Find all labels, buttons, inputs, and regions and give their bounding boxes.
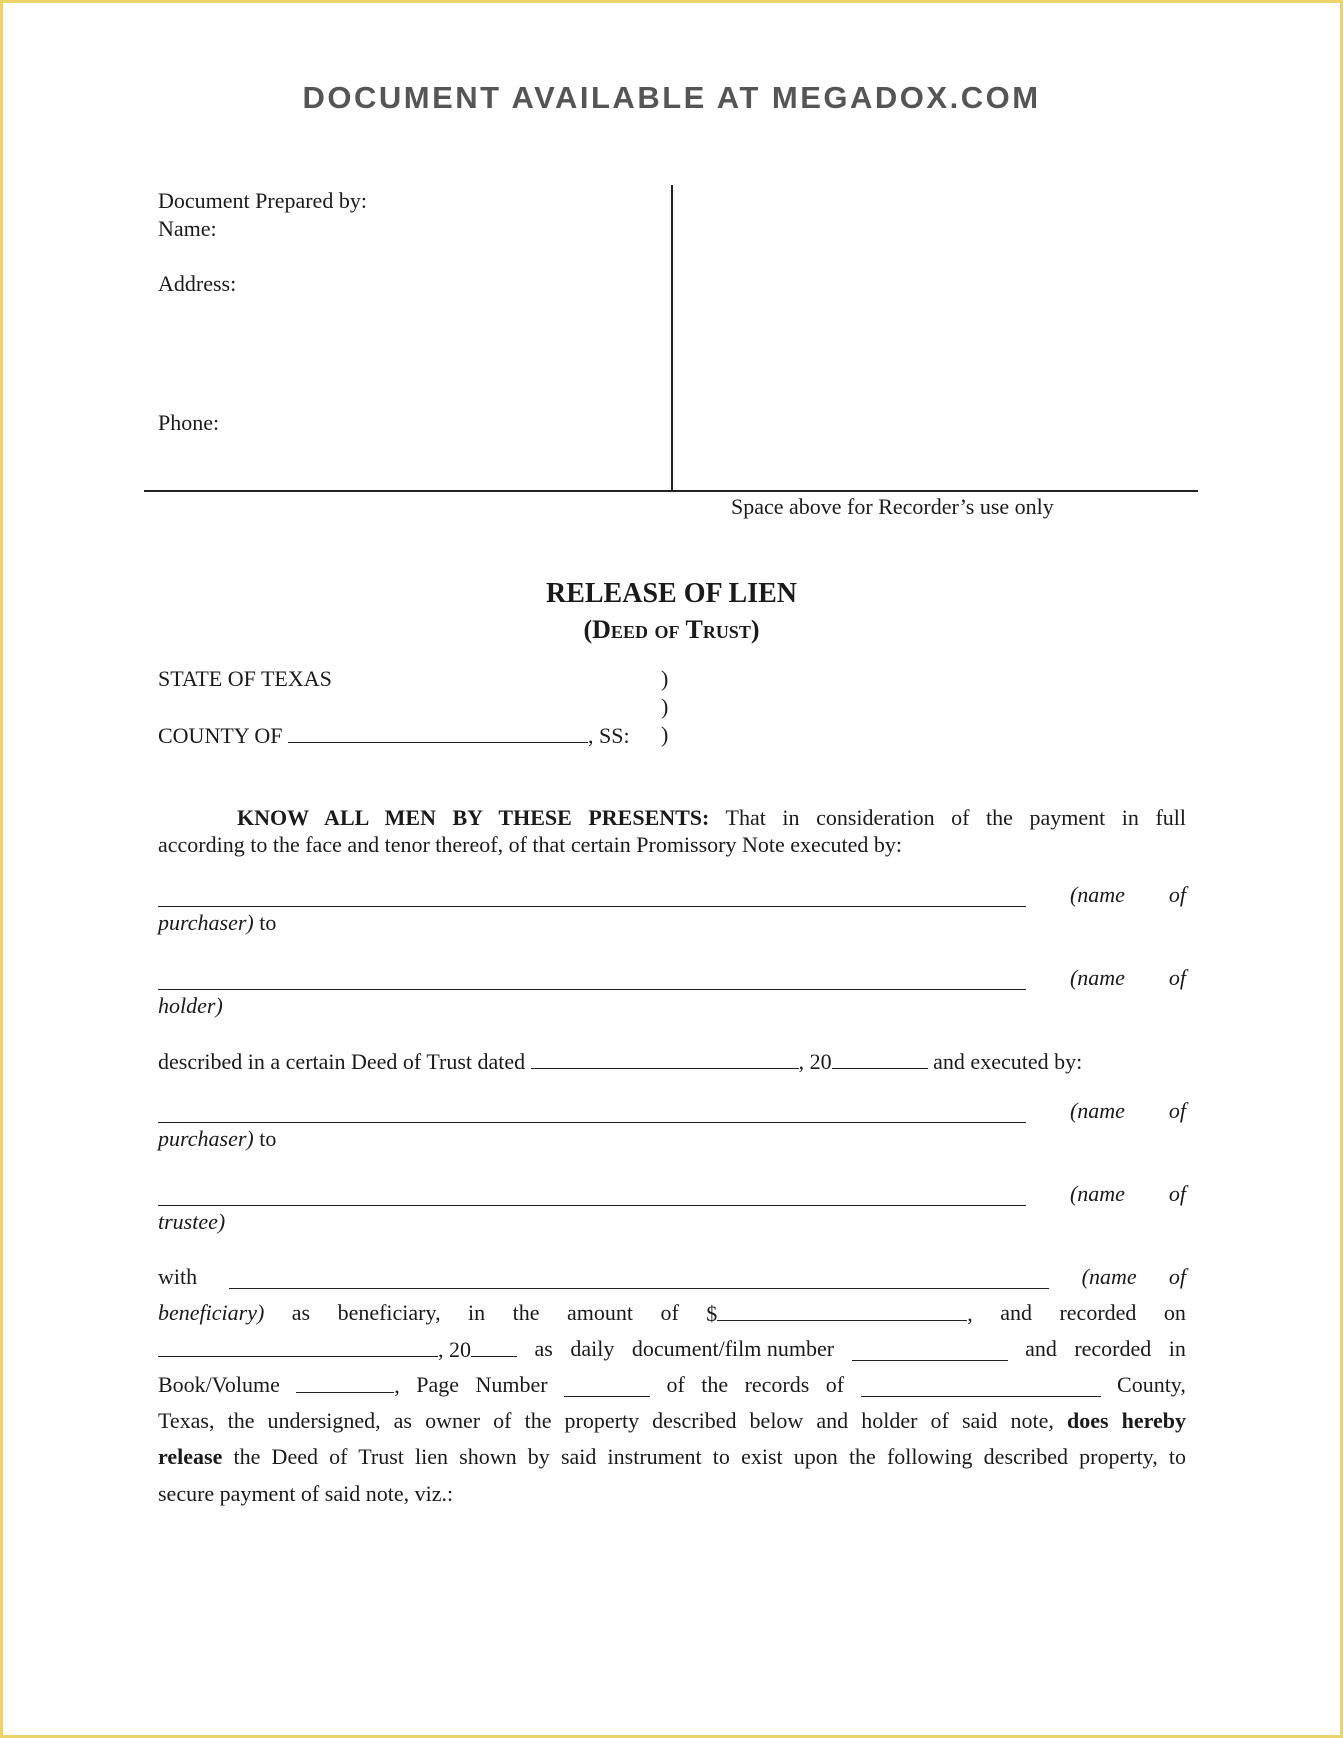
- purchaser-1-name-word: (name: [1069, 882, 1125, 907]
- prepared-by-label: Document Prepared by:: [158, 188, 367, 213]
- recording-year-blank[interactable]: [471, 1336, 517, 1357]
- intro-heading: KNOW ALL MEN BY THESE PRESENTS:: [237, 805, 710, 830]
- holder-row: (name of: [158, 965, 1186, 991]
- venue-paren-1: ): [661, 666, 669, 691]
- recorder-baseline: [144, 490, 1198, 492]
- beneficiary-row: with (name of: [158, 1264, 1186, 1289]
- recording-date-blank[interactable]: [158, 1336, 438, 1357]
- page-number-blank[interactable]: [564, 1376, 650, 1397]
- trustee-row: (name of: [158, 1181, 1186, 1207]
- release-line-2: release the Deed of Trust lien shown by said instrument to exist upon the following described property, to: [158, 1444, 1187, 1469]
- deed-year-blank[interactable]: [832, 1048, 928, 1069]
- state-label: STATE OF TEXAS: [158, 666, 332, 691]
- recorder-note: Space above for Recorder’s use only: [731, 494, 1054, 519]
- records-county-blank[interactable]: [861, 1376, 1101, 1397]
- document-number-blank[interactable]: [852, 1340, 1008, 1361]
- county-label: COUNTY OF: [158, 723, 283, 748]
- amount-row: beneficiary) as beneficiary, in the amount of $ , and recorded on: [158, 1300, 1186, 1326]
- purchaser-2-blank[interactable]: [158, 1102, 1026, 1123]
- beneficiary-blank[interactable]: [229, 1268, 1049, 1289]
- county-blank[interactable]: [288, 722, 588, 743]
- trustee-blank[interactable]: [158, 1185, 1026, 1206]
- document-title: RELEASE OF LIEN: [545, 578, 798, 609]
- recording-date-row: , 20 as daily document/film number and recorded in: [158, 1336, 1186, 1363]
- purchaser-1-row: [158, 882, 1186, 908]
- book-volume-blank[interactable]: [296, 1372, 394, 1393]
- release-line-3: secure payment of said note, viz.:: [158, 1481, 454, 1506]
- amount-blank[interactable]: [717, 1300, 967, 1321]
- purchaser-2-caption: purchaser) to: [158, 1126, 277, 1151]
- book-page-row: Book/Volume , Page Number of the records of County,: [158, 1372, 1186, 1398]
- trustee-caption: trustee): [158, 1209, 226, 1234]
- intro-line-2: according to the face and tenor thereof, of that certain Promissory Note executed by:: [158, 832, 903, 857]
- purchaser-1-of-word: of: [1168, 882, 1186, 907]
- holder-caption: holder): [158, 993, 223, 1018]
- deed-dated-line: described in a certain Deed of Trust dated , 20 and executed by:: [158, 1049, 1083, 1074]
- county-line: [158, 722, 630, 749]
- address-label: Address:: [158, 271, 237, 296]
- release-line-1: Texas, the undersigned, as owner of the property described below and holder of said note, does hereby: [158, 1408, 1187, 1433]
- intro-text: That in consideration of the payment in full: [725, 805, 1186, 830]
- watermark-banner: DOCUMENT AVAILABLE AT MEGADOX.COM: [302, 80, 1041, 115]
- deed-date-blank[interactable]: [531, 1048, 799, 1069]
- purchaser-1-blank[interactable]: [158, 886, 1026, 907]
- recorder-divider: [671, 185, 673, 491]
- venue-paren-2: ): [661, 694, 669, 719]
- venue-paren-3: ): [661, 722, 669, 747]
- purchaser-1-caption: purchaser) to: [158, 910, 277, 935]
- holder-blank[interactable]: [158, 969, 1026, 990]
- ss-label: , SS:: [587, 723, 630, 748]
- intro-line-1: [158, 804, 1186, 832]
- purchaser-2-row: (name of: [158, 1098, 1186, 1124]
- name-label: Name:: [158, 216, 217, 241]
- phone-label: Phone:: [158, 410, 220, 435]
- document-subtitle: (Deed of Trust): [583, 615, 760, 644]
